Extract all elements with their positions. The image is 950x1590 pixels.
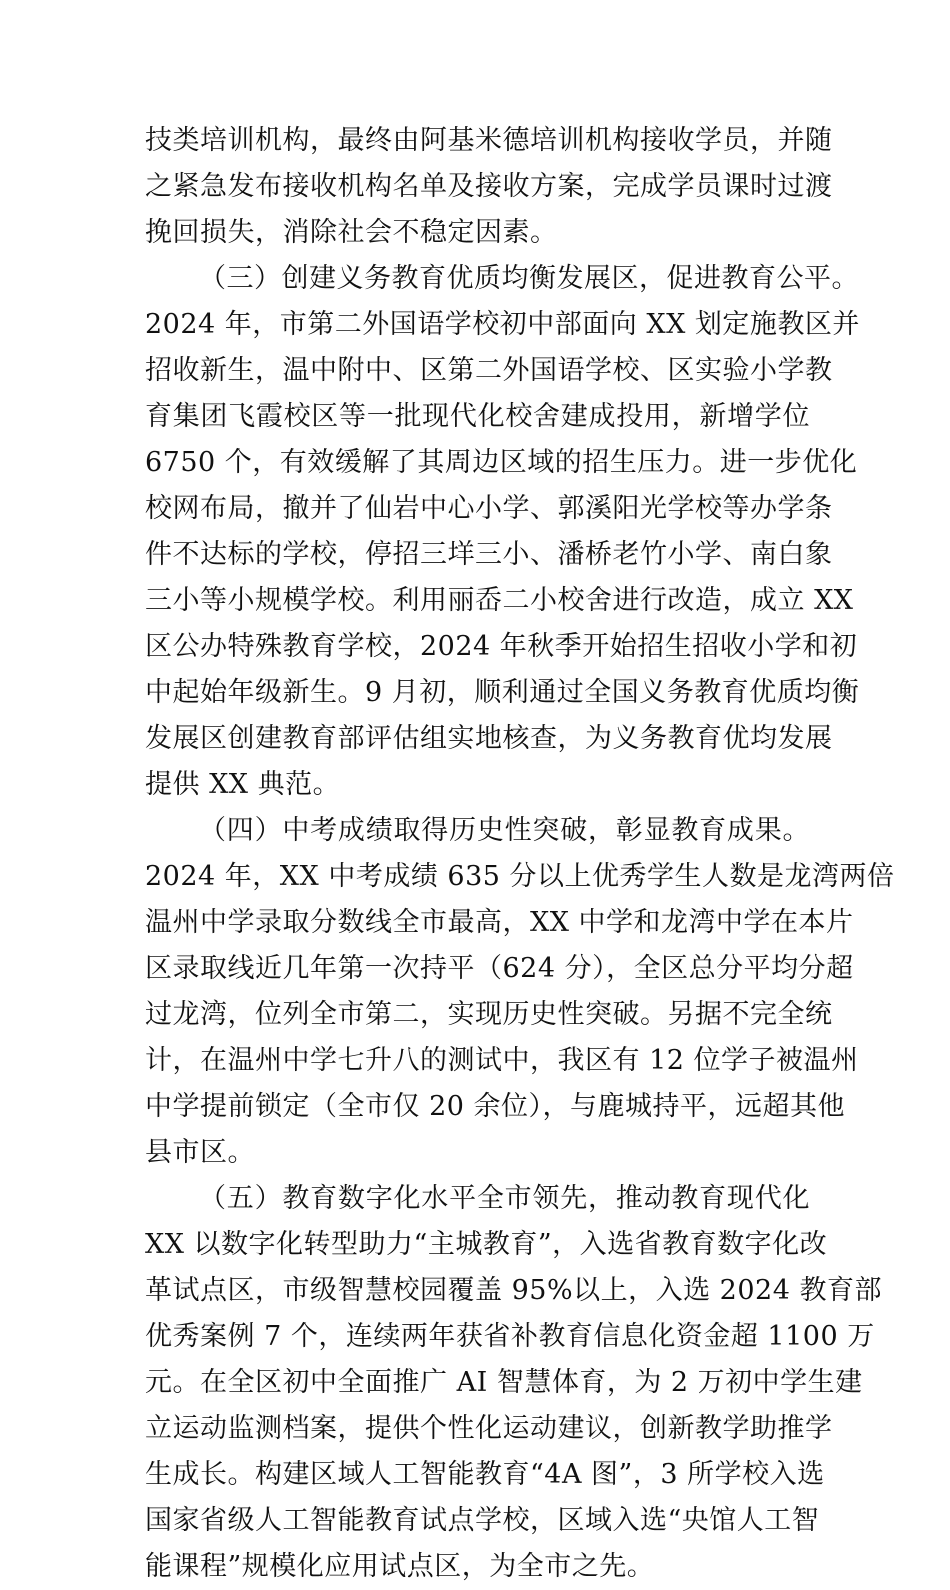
text-line: 革试点区，市级智慧校园覆盖 95%以上，入选 2024 教育部 <box>145 1275 882 1306</box>
text-line: 区录取线近几年第一次持平（624 分），全区总分平均分超 <box>145 953 854 984</box>
text-line: 2024 年，XX 中考成绩 635 分以上优秀学生人数是龙湾两倍 <box>145 861 895 892</box>
text-line: 县市区。 <box>145 1137 255 1168</box>
text-line: 校网布局，撤并了仙岩中心小学、郭溪阳光学校等办学条 <box>145 493 833 524</box>
text-line: 招收新生，温中附中、区第二外国语学校、区实验小学教 <box>145 355 833 386</box>
paragraph-intro <box>145 118 833 256</box>
text-line: 立运动监测档案，提供个性化运动建议，创新教学助推学 <box>145 1413 833 1444</box>
text-line: 挽回损失，消除社会不稳定因素。 <box>145 217 558 248</box>
section-heading: （三）创建义务教育优质均衡发展区，促进教育公平。 <box>199 263 859 294</box>
text-line: 过龙湾，位列全市第二，实现历史性突破。另据不完全统 <box>145 999 833 1030</box>
text-line: XX 以数字化转型助力“主城教育”，入选省教育数字化改 <box>145 1229 828 1260</box>
text-line: 区公办特殊教育学校，2024 年秋季开始招生招收小学和初 <box>145 631 858 662</box>
section-heading: （五）教育数字化水平全市领先，推动教育现代化 <box>199 1183 810 1214</box>
text-line: 件不达标的学校，停招三垟三小、潘桥老竹小学、南白象 <box>145 539 833 570</box>
text-line: 发展区创建教育部评估组实地核查，为义务教育优均发展 <box>145 723 833 754</box>
text-line: 中学提前锁定（全市仅 20 余位），与鹿城持平，远超其他 <box>145 1091 846 1122</box>
text-line: 生成长。构建区域人工智能教育“4A 图”，3 所学校入选 <box>145 1459 825 1490</box>
text-line: 之紧急发布接收机构名单及接收方案，完成学员课时过渡 <box>145 171 833 202</box>
text-line: 能课程”规模化应用试点区，为全市之先。 <box>145 1551 655 1582</box>
text-line: 技类培训机构，最终由阿基米德培训机构接收学员，并随 <box>145 125 833 156</box>
text-line: 提供 XX 典范。 <box>145 769 341 800</box>
paragraph-section-4 <box>145 808 895 1176</box>
text-line: 温州中学录取分数线全市最高，XX 中学和龙湾中学在本片 <box>145 907 854 938</box>
text-line: 三小等小规模学校。利用丽岙二小校舍进行改造，成立 XX <box>145 585 854 616</box>
text-line: 计，在温州中学七升八的测试中，我区有 12 位学子被温州 <box>145 1045 859 1076</box>
text-line: 国家省级人工智能教育试点学校，区域入选“央馆人工智 <box>145 1505 820 1536</box>
text-line: 中起始年级新生。9 月初，顺利通过全国义务教育优质均衡 <box>145 677 860 708</box>
text-line: 育集团飞霞校区等一批现代化校舍建成投用，新增学位 <box>145 401 810 432</box>
paragraph-section-5 <box>145 1176 882 1590</box>
text-line: 优秀案例 7 个，连续两年获省补教育信息化资金超 1100 万 <box>145 1321 875 1352</box>
document-body <box>145 118 895 1590</box>
text-line: 2024 年，市第二外国语学校初中部面向 XX 划定施教区并 <box>145 309 860 340</box>
text-line: 6750 个，有效缓解了其周边区域的招生压力。进一步优化 <box>145 447 858 478</box>
section-heading: （四）中考成绩取得历史性突破，彰显教育成果。 <box>199 815 810 846</box>
paragraph-section-3 <box>145 256 860 808</box>
text-line: 元。在全区初中全面推广 AI 智慧体育，为 2 万初中学生建 <box>145 1367 863 1398</box>
